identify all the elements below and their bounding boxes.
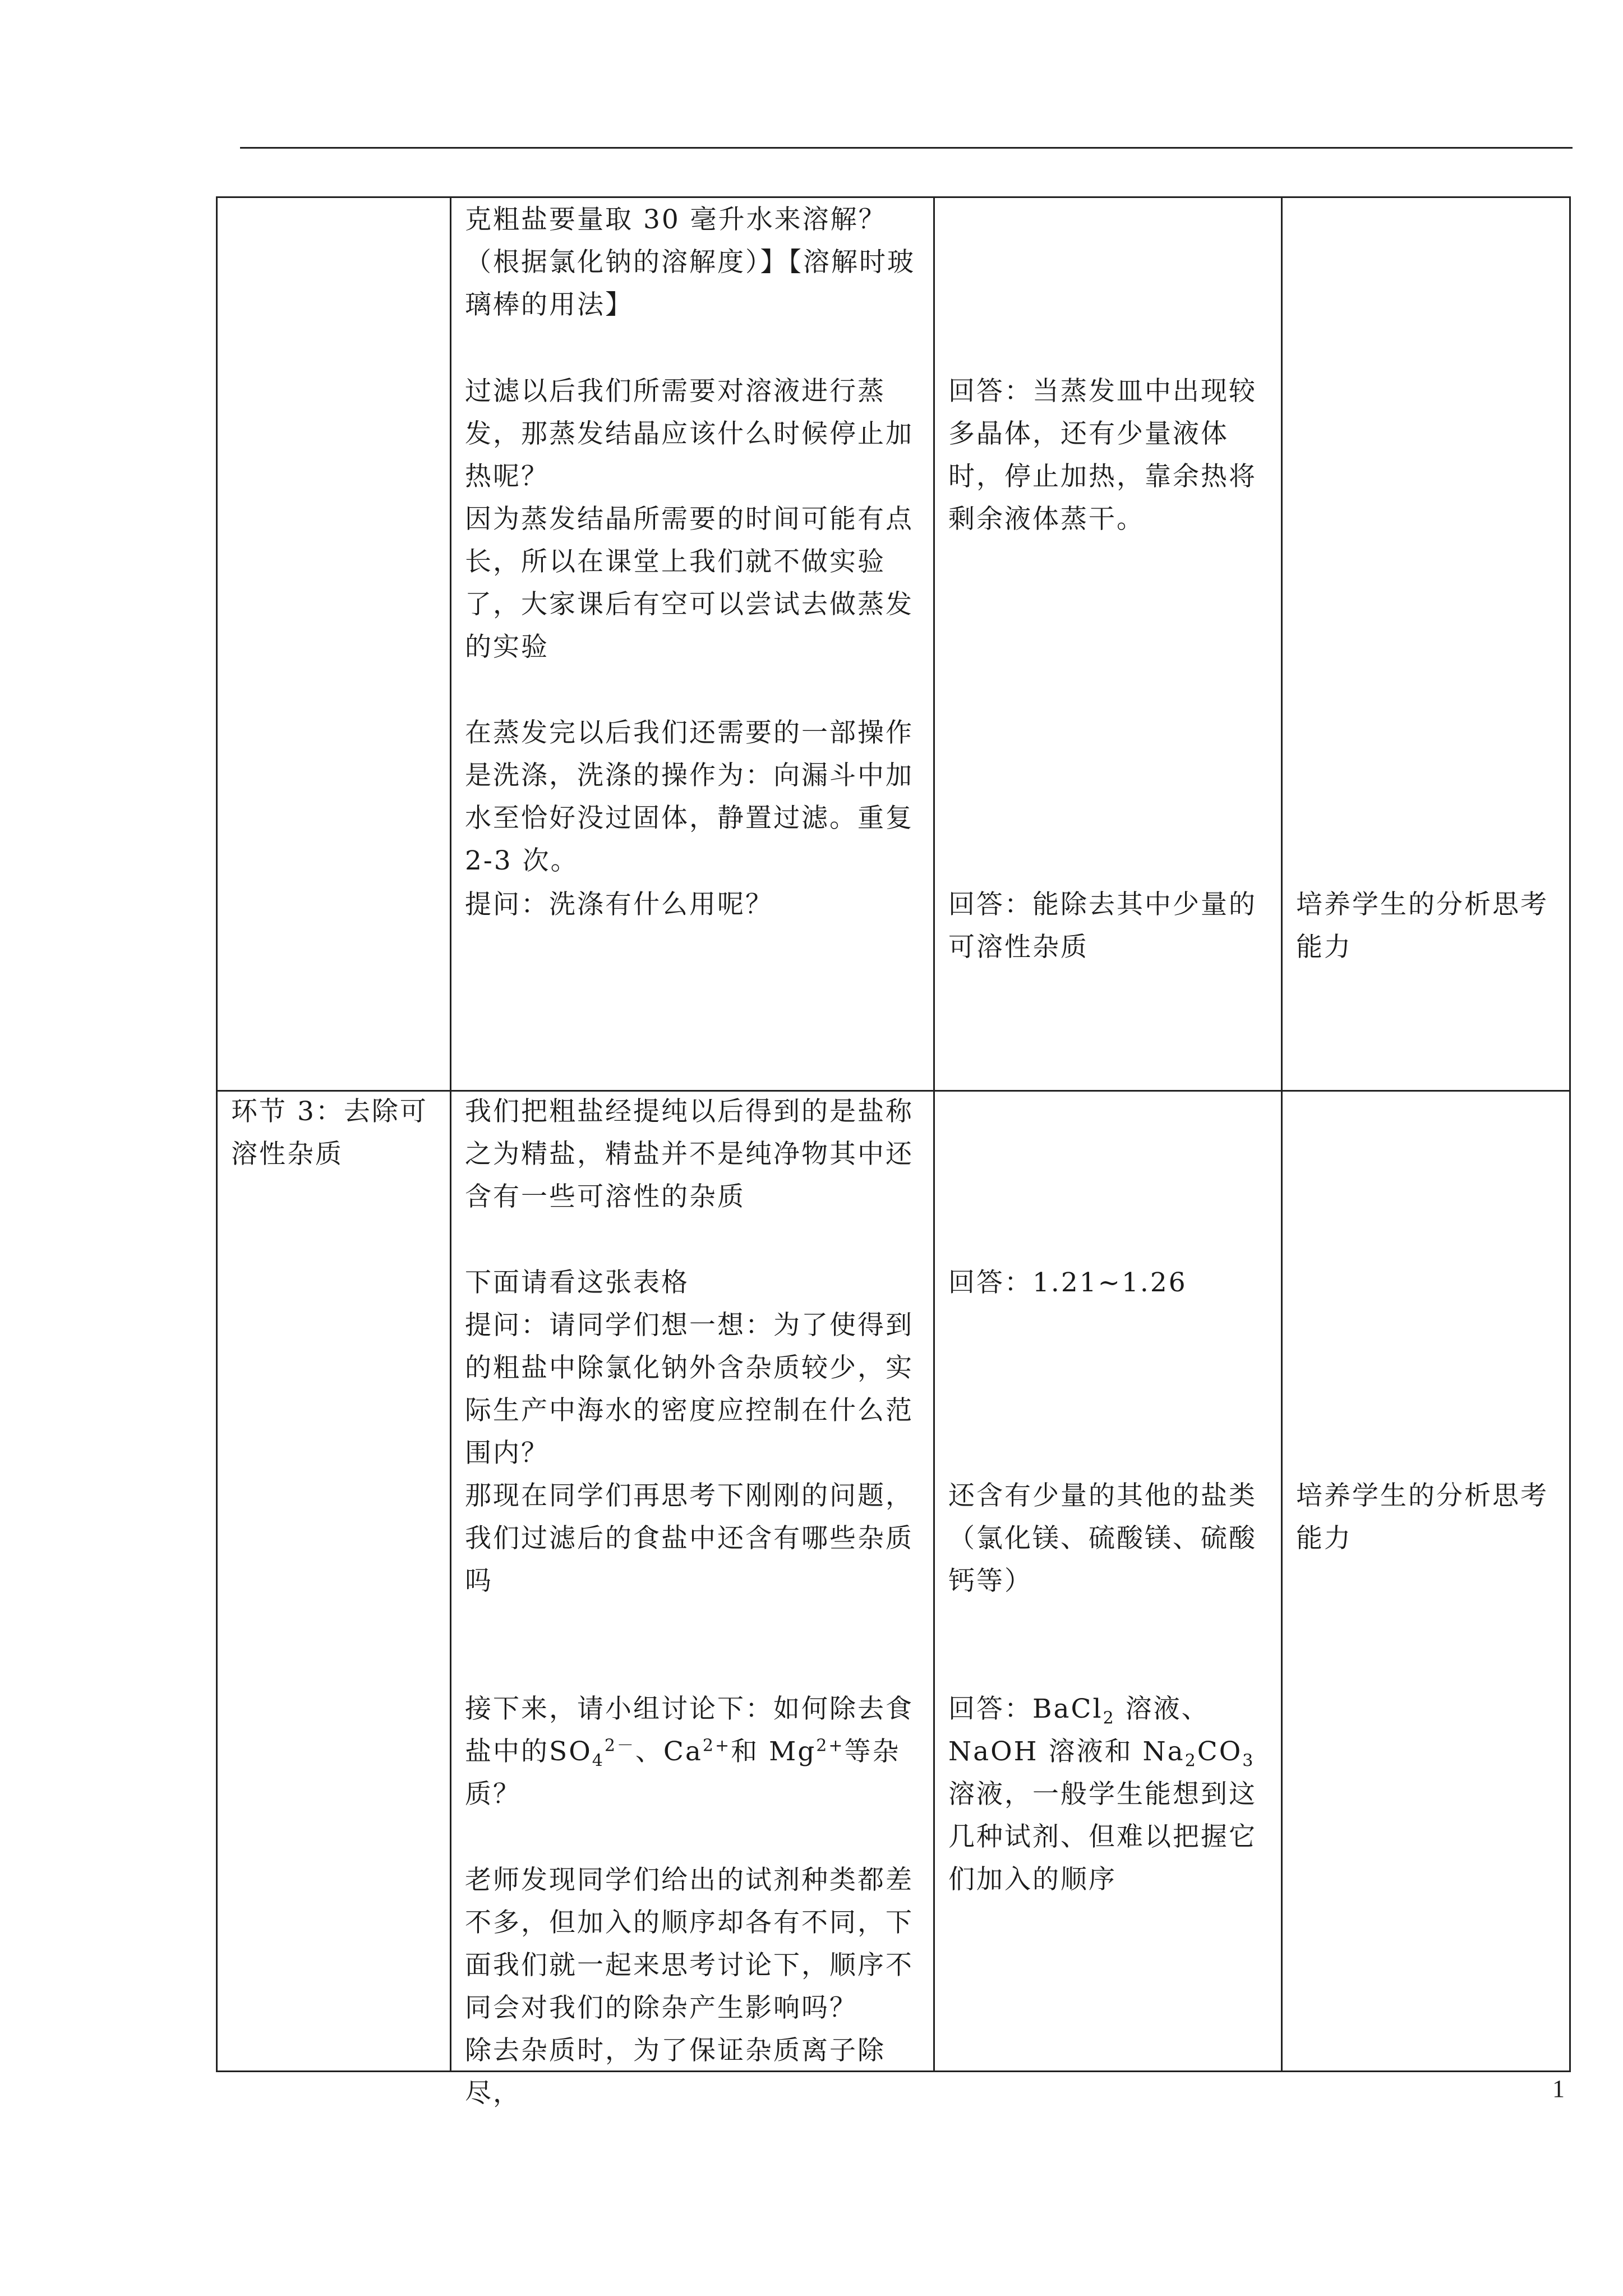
student-activity-cell — [934, 197, 1282, 1091]
teacher-paragraph: 提问：洗涤有什么用呢？ — [465, 889, 773, 920]
stage-cell — [217, 197, 451, 1091]
table-row — [217, 1091, 1570, 2072]
teacher-paragraph: 过滤以后我们所需要对溶液进行蒸发，那蒸发结晶应该什么时候停止加热呢？ — [465, 376, 914, 492]
student-paragraph: 还含有少量的其他的盐类（氯化镁、硫酸镁、硫酸钙等） — [948, 1480, 1257, 1596]
teacher-paragraph: 接下来，请小组讨论下：如何除去食盐中的$SO_4^{2-}$、$Ca^{2+}$和 $Mg^{2+}$等杂质？ — [465, 1694, 914, 1810]
teacher-paragraph: 克粗盐要量取 30 毫升水来溶解？（根据氯化钠的溶解度）】【溶解时玻璃棒的用法】 — [465, 204, 915, 320]
teacher-paragraph: 因为蒸发结晶所需要的时间可能有点长，所以在课堂上我们就不做实验了，大家课后有空可以尝试去做蒸发的实验 — [465, 504, 914, 662]
student-paragraph: 回答：BaCl$_2$ 溶液、NaOH 溶液和 $Na_2CO_3$ 溶液，一般学生能想到这几种试剂、但难以把握它们加入的顺序 — [948, 1694, 1265, 1895]
student-paragraph: 回答：当蒸发皿中出现较多晶体，还有少量液体时，停止加热，靠余热将剩余液体蒸干。 — [948, 376, 1257, 535]
design-intent-paragraph: 培养学生的分析思考能力 — [1296, 1480, 1548, 1554]
teacher-activity-cell — [451, 1091, 934, 2109]
design-intent-cell — [1282, 1091, 1570, 2072]
teacher-paragraph: 除去杂质时，为了保证杂质离子除尽， — [465, 2035, 886, 2109]
student-paragraph: 回答：能除去其中少量的可溶性杂质 — [948, 889, 1257, 963]
student-paragraph: 回答：1.21~1.26 — [948, 1267, 1187, 1298]
teacher-paragraph: 下面请看这张表格 — [465, 1267, 689, 1298]
header-rule — [240, 147, 1573, 149]
teacher-activity-cell — [451, 197, 934, 1091]
design-intent-cell — [1282, 197, 1570, 1091]
teacher-paragraph: 那现在同学们再思考下刚刚的问题，我们过滤后的食盐中还含有哪些杂质吗 — [465, 1480, 914, 1596]
page-number: 1 — [1552, 2075, 1565, 2102]
teacher-paragraph: 我们把粗盐经提纯以后得到的是盐称之为精盐，精盐并不是纯净物其中还含有一些可溶性的杂质 — [465, 1096, 914, 1212]
lesson-plan-table — [216, 196, 1571, 2109]
teacher-paragraph: 老师发现同学们给出的试剂种类都差不多，但加入的顺序却各有不同，下面我们就一起来思考讨论下，顺序不同会对我们的除杂产生影响吗？ — [465, 1865, 914, 2023]
teacher-paragraph: 在蒸发完以后我们还需要的一部操作是洗涤，洗涤的操作为：向漏斗中加水至恰好没过固体，静置过滤。重复 2-3 次。 — [465, 717, 924, 876]
student-activity-cell — [934, 1091, 1282, 2072]
teacher-paragraph: 提问：请同学们想一想：为了使得到的粗盐中除氯化钠外含杂质较少，实际生产中海水的密度应控制在什么范围内？ — [465, 1310, 914, 1469]
design-intent-paragraph: 培养学生的分析思考能力 — [1296, 889, 1548, 963]
stage-cell — [217, 1091, 451, 2072]
table-row — [217, 197, 1570, 1091]
stage-text: 环节 3：去除可溶性杂质 — [231, 1096, 428, 1170]
